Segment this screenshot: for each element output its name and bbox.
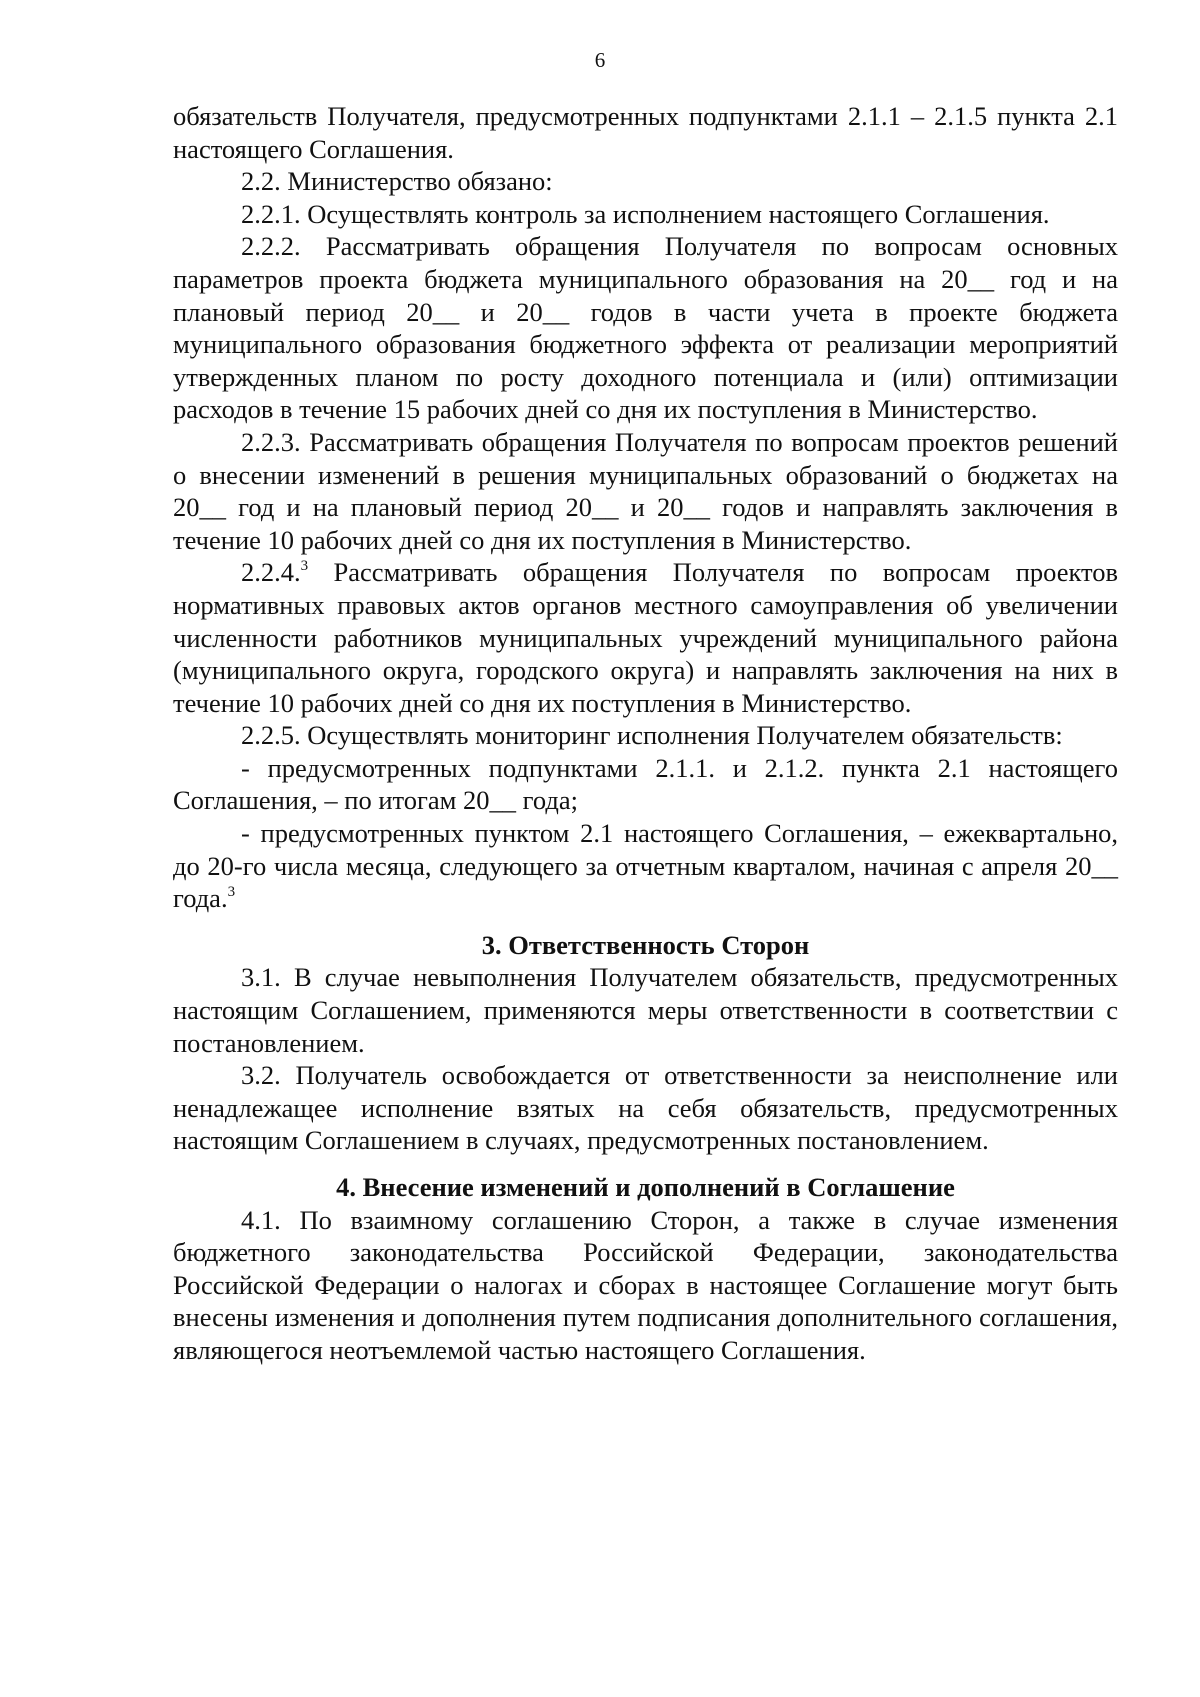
list-item-text: - предусмотренных пунктом 2.1 настоящего Соглашения, – ежеквартально, до 20-го числа месяца, следующего за отчетным кварталом, начиная с апреля 20__ года. xyxy=(173,818,1118,914)
paragraph-3-1: 3.1. В случае невыполнения Получателем обязательств, предусмотренных настоящим Соглашением, применяются меры ответственности в соответствии с постановлением. xyxy=(173,962,1118,1058)
paragraph-number: 2.2.4. xyxy=(241,557,301,588)
document-body xyxy=(173,100,1118,1367)
paragraph-text: Рассматривать обращения Получателя по вопросам проектов нормативных правовых актов органов местного самоуправления об увеличении численности работников муниципальных учреждений муниципального района (муниципального округа, городского округа) и направлять заключения на них в течение 10 рабочих дней со дня их поступления в Министерство. xyxy=(173,557,1118,718)
paragraph-2-2-3: 2.2.3. Рассматривать обращения Получателя по вопросам проектов решений о внесении изменений в решения муниципальных образований о бюджетах на 20__ год и на плановый период 20__ и 20__ годов и направлять заключения в течение 10 рабочих дней со дня их поступления в Министерство. xyxy=(173,426,1118,555)
footnote-marker: 3 xyxy=(227,884,236,901)
paragraph-4-1: 4.1. По взаимному соглашению Сторон, а также в случае изменения бюджетного законодательства Российской Федерации, законодательства Российской Федерации о налогах и сборах в настоящее Соглашение могут быть внесены изменения и дополнения путем подписания дополнительного соглашения, являющегося неотъемлемой частью настоящего Соглашения. xyxy=(173,1204,1118,1365)
paragraph-2-2-5: 2.2.5. Осуществлять мониторинг исполнения Получателем обязательств: xyxy=(241,720,1063,751)
section-3-title: 3. Ответственность Сторон xyxy=(481,929,810,960)
paragraph-2-2-4 xyxy=(173,556,1118,719)
paragraph-3-2: 3.2. Получатель освобождается от ответственности за неисполнение или ненадлежащее исполнение взятых на себя обязательств, предусмотренных настоящим Соглашением в случаях, предусмотренных постановлением. xyxy=(173,1060,1118,1156)
list-item-quarterly xyxy=(173,817,1118,915)
list-item-subitems: - предусмотренных подпунктами 2.1.1. и 2.1.2. пункта 2.1 настоящего Соглашения, – по итогам 20__ года; xyxy=(173,752,1118,816)
paragraph-2-2-2: 2.2.2. Рассматривать обращения Получателя по вопросам основных параметров проекта бюджета муниципального образования на 20__ год и на плановый период 20__ и 20__ годов в части учета в проекте бюджета муниципального образования бюджетного эффекта от реализации мероприятий утвержденных планом по росту доходного потенциала и (или) оптимизации расходов в течение 15 рабочих дней со дня их поступления в Министерство. xyxy=(173,231,1118,425)
paragraph-obligations-continued: обязательств Получателя, предусмотренных подпунктами 2.1.1 – 2.1.5 пункта 2.1 настоящего Соглашения. xyxy=(173,101,1118,164)
section-4-title: 4. Внесение изменений и дополнений в Соглашение xyxy=(336,1172,955,1202)
paragraph-2-2-1: 2.2.1. Осуществлять контроль за исполнением настоящего Соглашения. xyxy=(241,198,1050,229)
paragraph-2-2: 2.2. Министерство обязано: xyxy=(241,166,553,197)
page-number: 6 xyxy=(594,48,606,72)
footnote-marker: 3 xyxy=(300,558,309,575)
